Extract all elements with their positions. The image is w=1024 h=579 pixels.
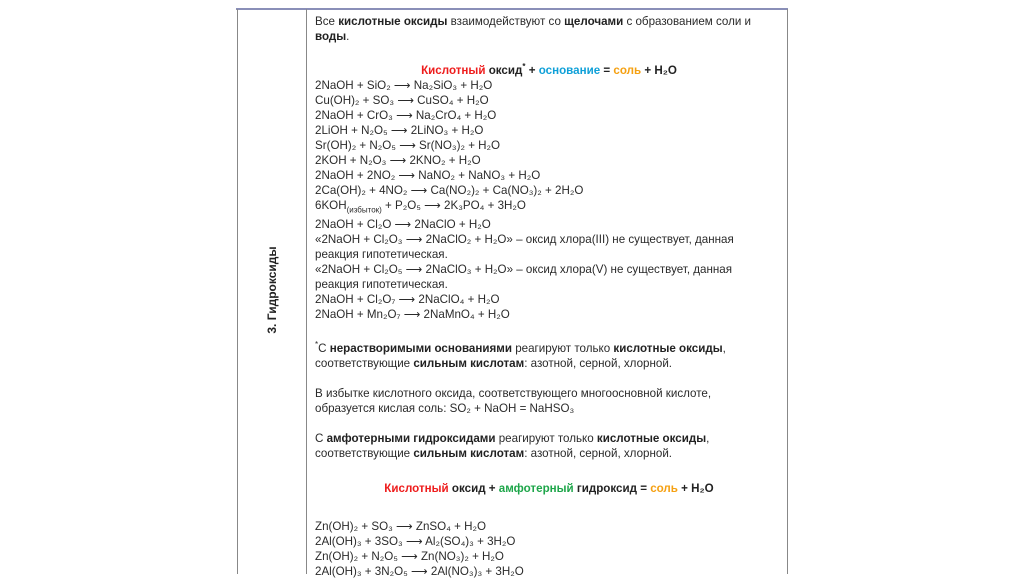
reaction-line: 2NaOH + Mn₂O₇ ⟶ 2NaMnO₄ + H₂O [315, 308, 510, 322]
reaction-line: 2Ca(OH)₂ + 4NO₂ ⟶ Ca(NO₂)₂ + Ca(NO₃)₂ + 2H₂O [315, 183, 584, 197]
reaction-line: Sr(OH)₂ + N₂O₅ ⟶ Sr(NO₃)₂ + H₂O [315, 138, 501, 152]
note-acid-salt-line-1: В избытке кислотного оксида, соответствующего многоосновной кислоте, [315, 387, 712, 401]
reaction-line: 2LiOH + N₂O₅ ⟶ 2LiNO₃ + H₂O [315, 123, 484, 137]
table-right-border [787, 9, 788, 574]
reaction-line-koh: $6KOH_{(избыток)} + P_2O_5$ ⟶ 2K₃PO₄ + 3H₂O [315, 198, 526, 215]
table-top-border [236, 8, 788, 10]
note-insoluble-bases-line-1: *С нерастворимыми основаниями реагируют только кислотные оксиды, [315, 340, 726, 356]
reaction-line: реакция гипотетическая. [315, 278, 448, 292]
note-amphoteric-line-1: С амфотерными гидроксидами реагируют только кислотные оксиды, [315, 432, 710, 446]
reaction-line: Zn(OH)₂ + SO₃ ⟶ ZnSO₄ + H₂O [315, 520, 487, 534]
reaction-line: реакция гипотетическая. [315, 248, 448, 262]
content-cell [315, 14, 783, 579]
table-left-border [237, 9, 238, 574]
note-insoluble-bases-line-2: соответствующие сильным кислотам: азотной, серной, хлорной. [315, 357, 673, 371]
reaction-line: 2KOH + N₂O₃ ⟶ 2KNO₂ + H₂O [315, 153, 481, 167]
reaction-line: Cu(OH)₂ + SO₃ ⟶ CuSO₄ + H₂O [315, 93, 489, 107]
reaction-line: 2NaOH + Cl₂O₇ ⟶ 2NaClO₄ + H₂O [315, 293, 500, 307]
section-label: 3. Гидроксиды [265, 246, 279, 334]
intro-line-1: Все кислотные оксиды взаимодействуют со щелочами с образованием соли и [315, 15, 752, 28]
reaction-line: 2Al(OH)₃ + 3N₂O₅ ⟶ 2Al(NO₃)₃ + 3H₂O [315, 565, 524, 579]
reaction-line: 2NaOH + CrO₃ ⟶ Na₂CrO₄ + H₂O [315, 108, 497, 122]
reaction-line: Zn(OH)₂ + N₂O₅ ⟶ Zn(NO₃)₂ + H₂O [315, 550, 504, 564]
note-acid-salt-line-2: образуется кислая соль: SO₂ + NaOH = NaHSO₃ [315, 402, 575, 416]
reaction-line: 2NaOH + 2NO₂ ⟶ NaNO₂ + NaNO₃ + H₂O [315, 168, 541, 182]
intro-line-2: воды. [315, 30, 350, 43]
reaction-line: «2NaOH + Cl₂O₅ ⟶ 2NaClO₃ + H₂O» – оксид хлора(V) не существует, данная [315, 263, 733, 277]
note-amphoteric-line-2: соответствующие сильным кислотам: азотной, серной, хлорной. [315, 447, 673, 461]
reaction-line: 2NaOH + SiO₂ ⟶ Na₂SiO₃ + H₂O [315, 78, 493, 92]
table-column-divider [306, 9, 307, 574]
reaction-line: 2NaOH + Cl₂O ⟶ 2NaClO + H₂O [315, 218, 491, 232]
reaction-line: 2Al(OH)₃ + 3SO₃ ⟶ Al₂(SO₄)₃ + 3H₂O [315, 535, 516, 549]
scheme-acid-base: Кислотный оксид* + основание = соль + H₂O [421, 62, 677, 77]
scheme-acid-amphoteric: Кислотный оксид + амфотерный гидроксид = соль + H₂O [384, 482, 714, 496]
reaction-line: «2NaOH + Cl₂O₃ ⟶ 2NaClO₂ + H₂O» – оксид хлора(III) не существует, данная [315, 233, 734, 247]
